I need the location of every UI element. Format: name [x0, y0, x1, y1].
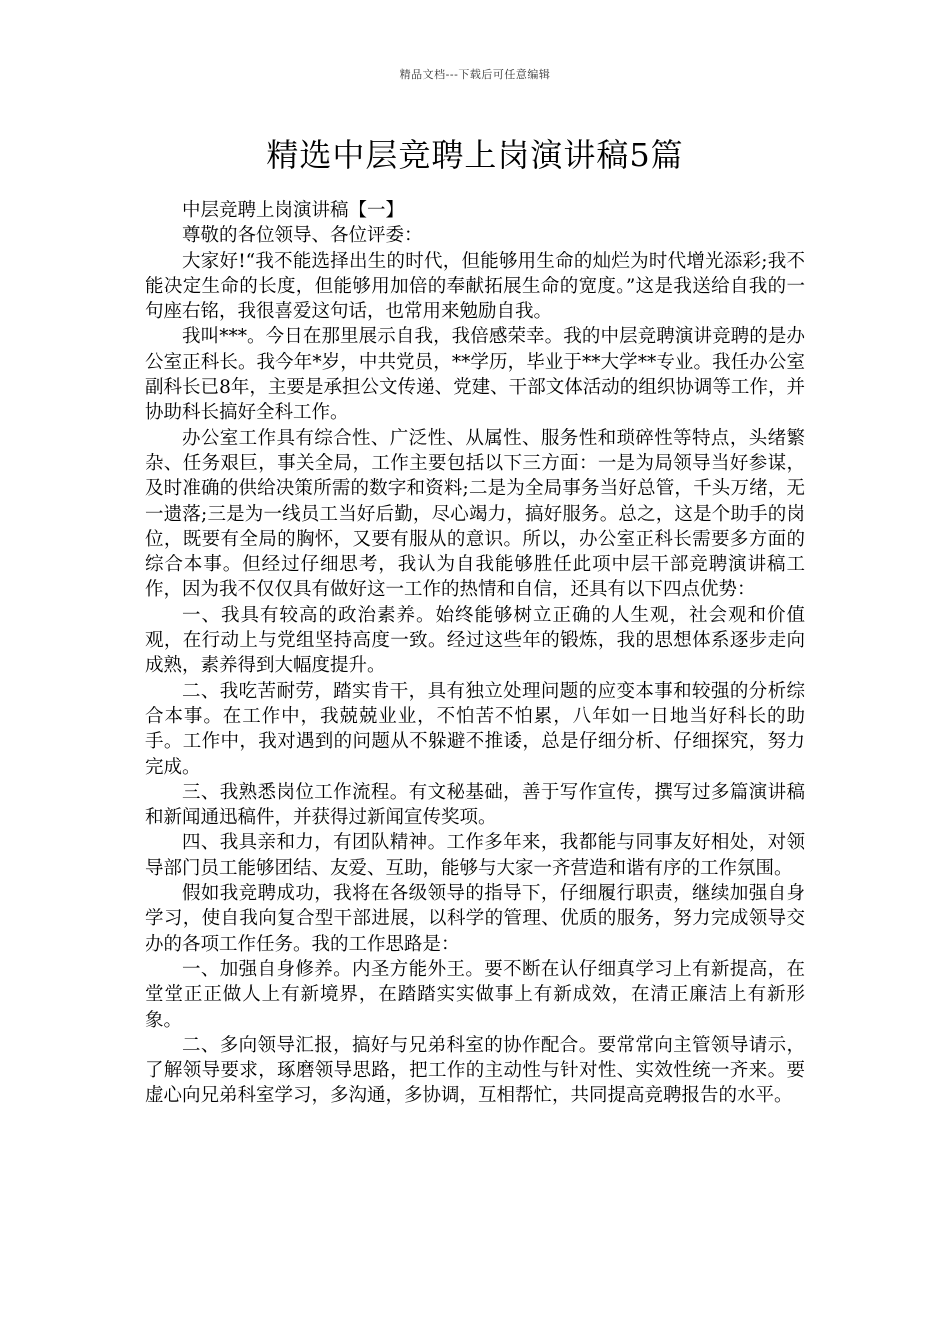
document-title: 精选中层竞聘上岗演讲稿5篇	[266, 136, 684, 174]
paragraph: 大家好!“我不能选择出生的时代，但能够用生命的灿烂为时代增光添彩;我不能决定生命的长度，但能够用加倍的奉献拓展生命的宽度。”这是我送给自我的一句座右铭，我很喜爱这句话，也常用来勉励自我。	[145, 250, 805, 323]
paragraph: 一、我具有较高的政治素养。始终能够树立正确的人生观，社会观和价值观，在行动上与党组坚持高度一致。经过这些年的锻炼，我的思想体系逐步走向成熟，素养得到大幅度提升。	[145, 604, 805, 677]
paragraph: 我叫***。今日在那里展示自我，我倍感荣幸。我的中层竞聘演讲竞聘的是办公室正科长。我今年*岁，中共党员，**学历，毕业于**大学**专业。我任办公室副科长已8年，主要是承担公文传递、党建、干部文体活动的组织协调等工作，并协助科长搞好全科工作。	[145, 326, 805, 424]
paragraph: 办公室工作具有综合性、广泛性、从属性、服务性和琐碎性等特点，头绪繁杂、任务艰巨，事关全局，工作主要包括以下三方面：一是为局领导当好参谋，及时准确的供给决策所需的数字和资料;二是为全局事务当好总管，千头万绪，无一遗落;三是为一线员工当好后勤，尽心竭力，搞好服务。总之，这是个助手的岗位，既要有全局的胸怀，又要有服从的意识。所以，办公室正科长需要多方面的综合本事。但经过仔细思考，我认为自我能够胜任此项中层干部竞聘演讲稿工作，因为我不仅仅具有做好这一工作的热情和自信，还具有以下四点优势：	[145, 427, 805, 601]
document-body	[145, 198, 805, 1109]
paragraph: 二、我吃苦耐劳，踏实肯干，具有独立处理问题的应变本事和较强的分析综合本事。在工作中，我兢兢业业，不怕苦不怕累，八年如一日地当好科长的助手。工作中，我对遇到的问题从不躲避不推诿，总是仔细分析、仔细探究，努力完成。	[145, 680, 805, 778]
paragraph: 三、我熟悉岗位工作流程。有文秘基础，善于写作宣传，撰写过多篇演讲稿和新闻通迅稿件，并获得过新闻宣传奖项。	[145, 781, 805, 829]
paragraph: 一、加强自身修养。内圣方能外王。要不断在认仔细真学习上有新提高，在堂堂正正做人上有新境界，在踏踏实实做事上有新成效，在清正廉洁上有新形象。	[145, 958, 805, 1031]
salutation: 尊敬的各位领导、各位评委：	[182, 225, 423, 247]
paragraph: 二、多向领导汇报，搞好与兄弟科室的协作配合。要常常向主管领导请示，了解领导要求，琢磨领导思路，把工作的主动性与针对性、实效性统一齐来。要虚心向兄弟科室学习，多沟通，多协调，互相帮忙，共同提高竞聘报告的水平。	[145, 1034, 805, 1107]
section-heading: 中层竞聘上岗演讲稿【一】	[182, 200, 405, 221]
paragraph: 假如我竞聘成功，我将在各级领导的指导下，仔细履行职责，继续加强自身学习，使自我向复合型干部进展，以科学的管理、优质的服务，努力完成领导交办的各项工作任务。我的工作思路是：	[145, 883, 805, 955]
paragraph: 四、我具亲和力，有团队精神。工作多年来，我都能与同事友好相处，对领导部门员工能够团结、友爱、互助，能够与大家一齐营造和谐有序的工作氛围。	[145, 832, 805, 879]
header-note: 精品文档---下载后可任意编辑	[399, 68, 551, 81]
